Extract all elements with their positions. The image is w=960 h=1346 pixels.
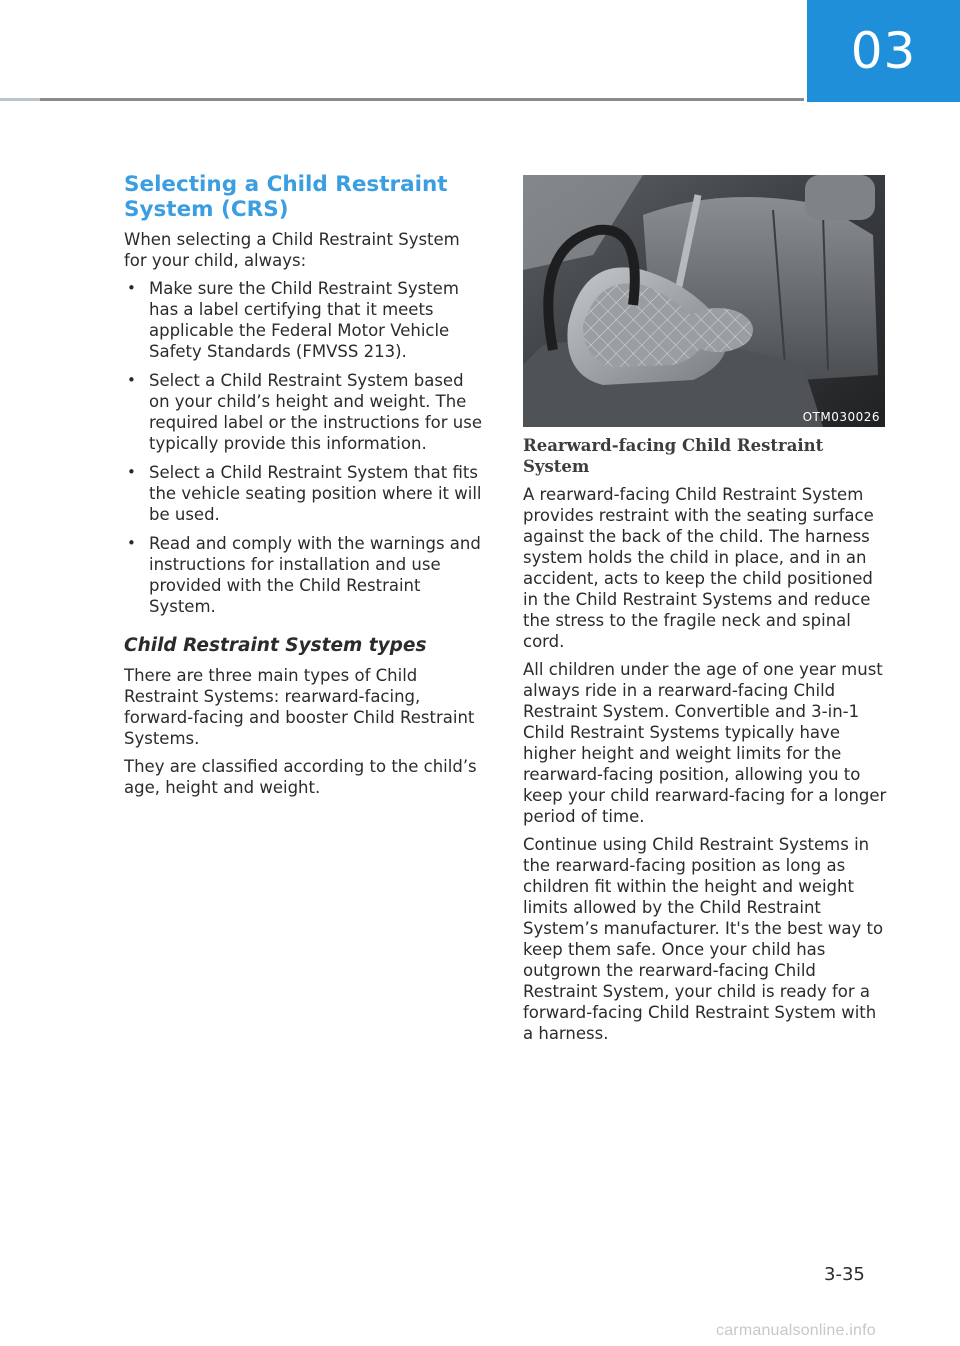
list-item: • Make sure the Child Restraint System has a label certifying that it meets applicable the Federal Motor Vehicle Safety Standards (FMVSS 213).: [124, 278, 486, 362]
headrest: [805, 175, 875, 220]
list-item: • Select a Child Restraint System based on your child’s height and weight. The required label or the instructions for use typically provide this information.: [124, 370, 486, 454]
list-item: • Read and comply with the warnings and instructions for installation and use provided with the Child Restraint System.: [124, 533, 486, 617]
carrier-footrest: [683, 308, 753, 352]
types-paragraph: There are three main types of Child Restraint Systems: rearward-facing, forward-facing and booster Child Restraint Systems.: [124, 666, 475, 748]
section-title-line-1: Selecting a Child Restraint: [124, 172, 448, 197]
types-heading: Child Restraint System types: [124, 635, 427, 656]
intro-paragraph: When selecting a Child Restraint System for your child, always:: [124, 230, 460, 270]
section-title-line-2: System (CRS): [124, 197, 289, 222]
classification-paragraph: They are classified according to the child’s age, height and weight.: [124, 757, 477, 797]
header-rule: [0, 98, 804, 101]
left-column: [124, 172, 486, 805]
figure-caption: Rearward-facing Child Restraint System: [523, 436, 824, 476]
rearward-paragraph-3: Continue using Child Restraint Systems in the rearward-facing position as long as children fit within the height and weight limits allowed by the Child Restraint System’s manufacturer. It's the best way to keep them safe. Once your child has outgrown the rearward-facing Child Restraint System, your child is ready for a forward-facing Child Restraint System with a harness.: [523, 835, 884, 1043]
rear-seat-illustration: [523, 175, 885, 427]
chapter-number: 03: [850, 22, 917, 80]
child-seat-photo: [523, 175, 885, 427]
right-column: [523, 175, 887, 1051]
chapter-tab: [807, 0, 960, 102]
page-number: 3-35: [824, 1264, 865, 1285]
list-item: • Select a Child Restraint System that fits the vehicle seating position where it will be used.: [124, 462, 486, 525]
rearward-paragraph-1: A rearward-facing Child Restraint System provides restraint with the seating surface against the back of the child. The harness system holds the child in place, and in an accident, acts to keep the child positioned in the Child Restraint Systems and reduce the stress to the fragile neck and spinal cord.: [523, 485, 874, 651]
section-title: [124, 172, 486, 222]
selection-checklist: [124, 278, 486, 617]
rearward-paragraph-2: All children under the age of one year must always ride in a rearward-facing Child Restraint System. Convertible and 3-in-1 Child Restraint Systems typically have higher height and weight limits for the rearward-facing position, allowing you to keep your child rearward-facing for a longer period of time.: [523, 660, 887, 826]
figure-code: OTM030026: [802, 410, 880, 424]
header-rule-accent: [0, 98, 40, 101]
footer-site-mark: carmanualsonline.info: [716, 1322, 876, 1339]
